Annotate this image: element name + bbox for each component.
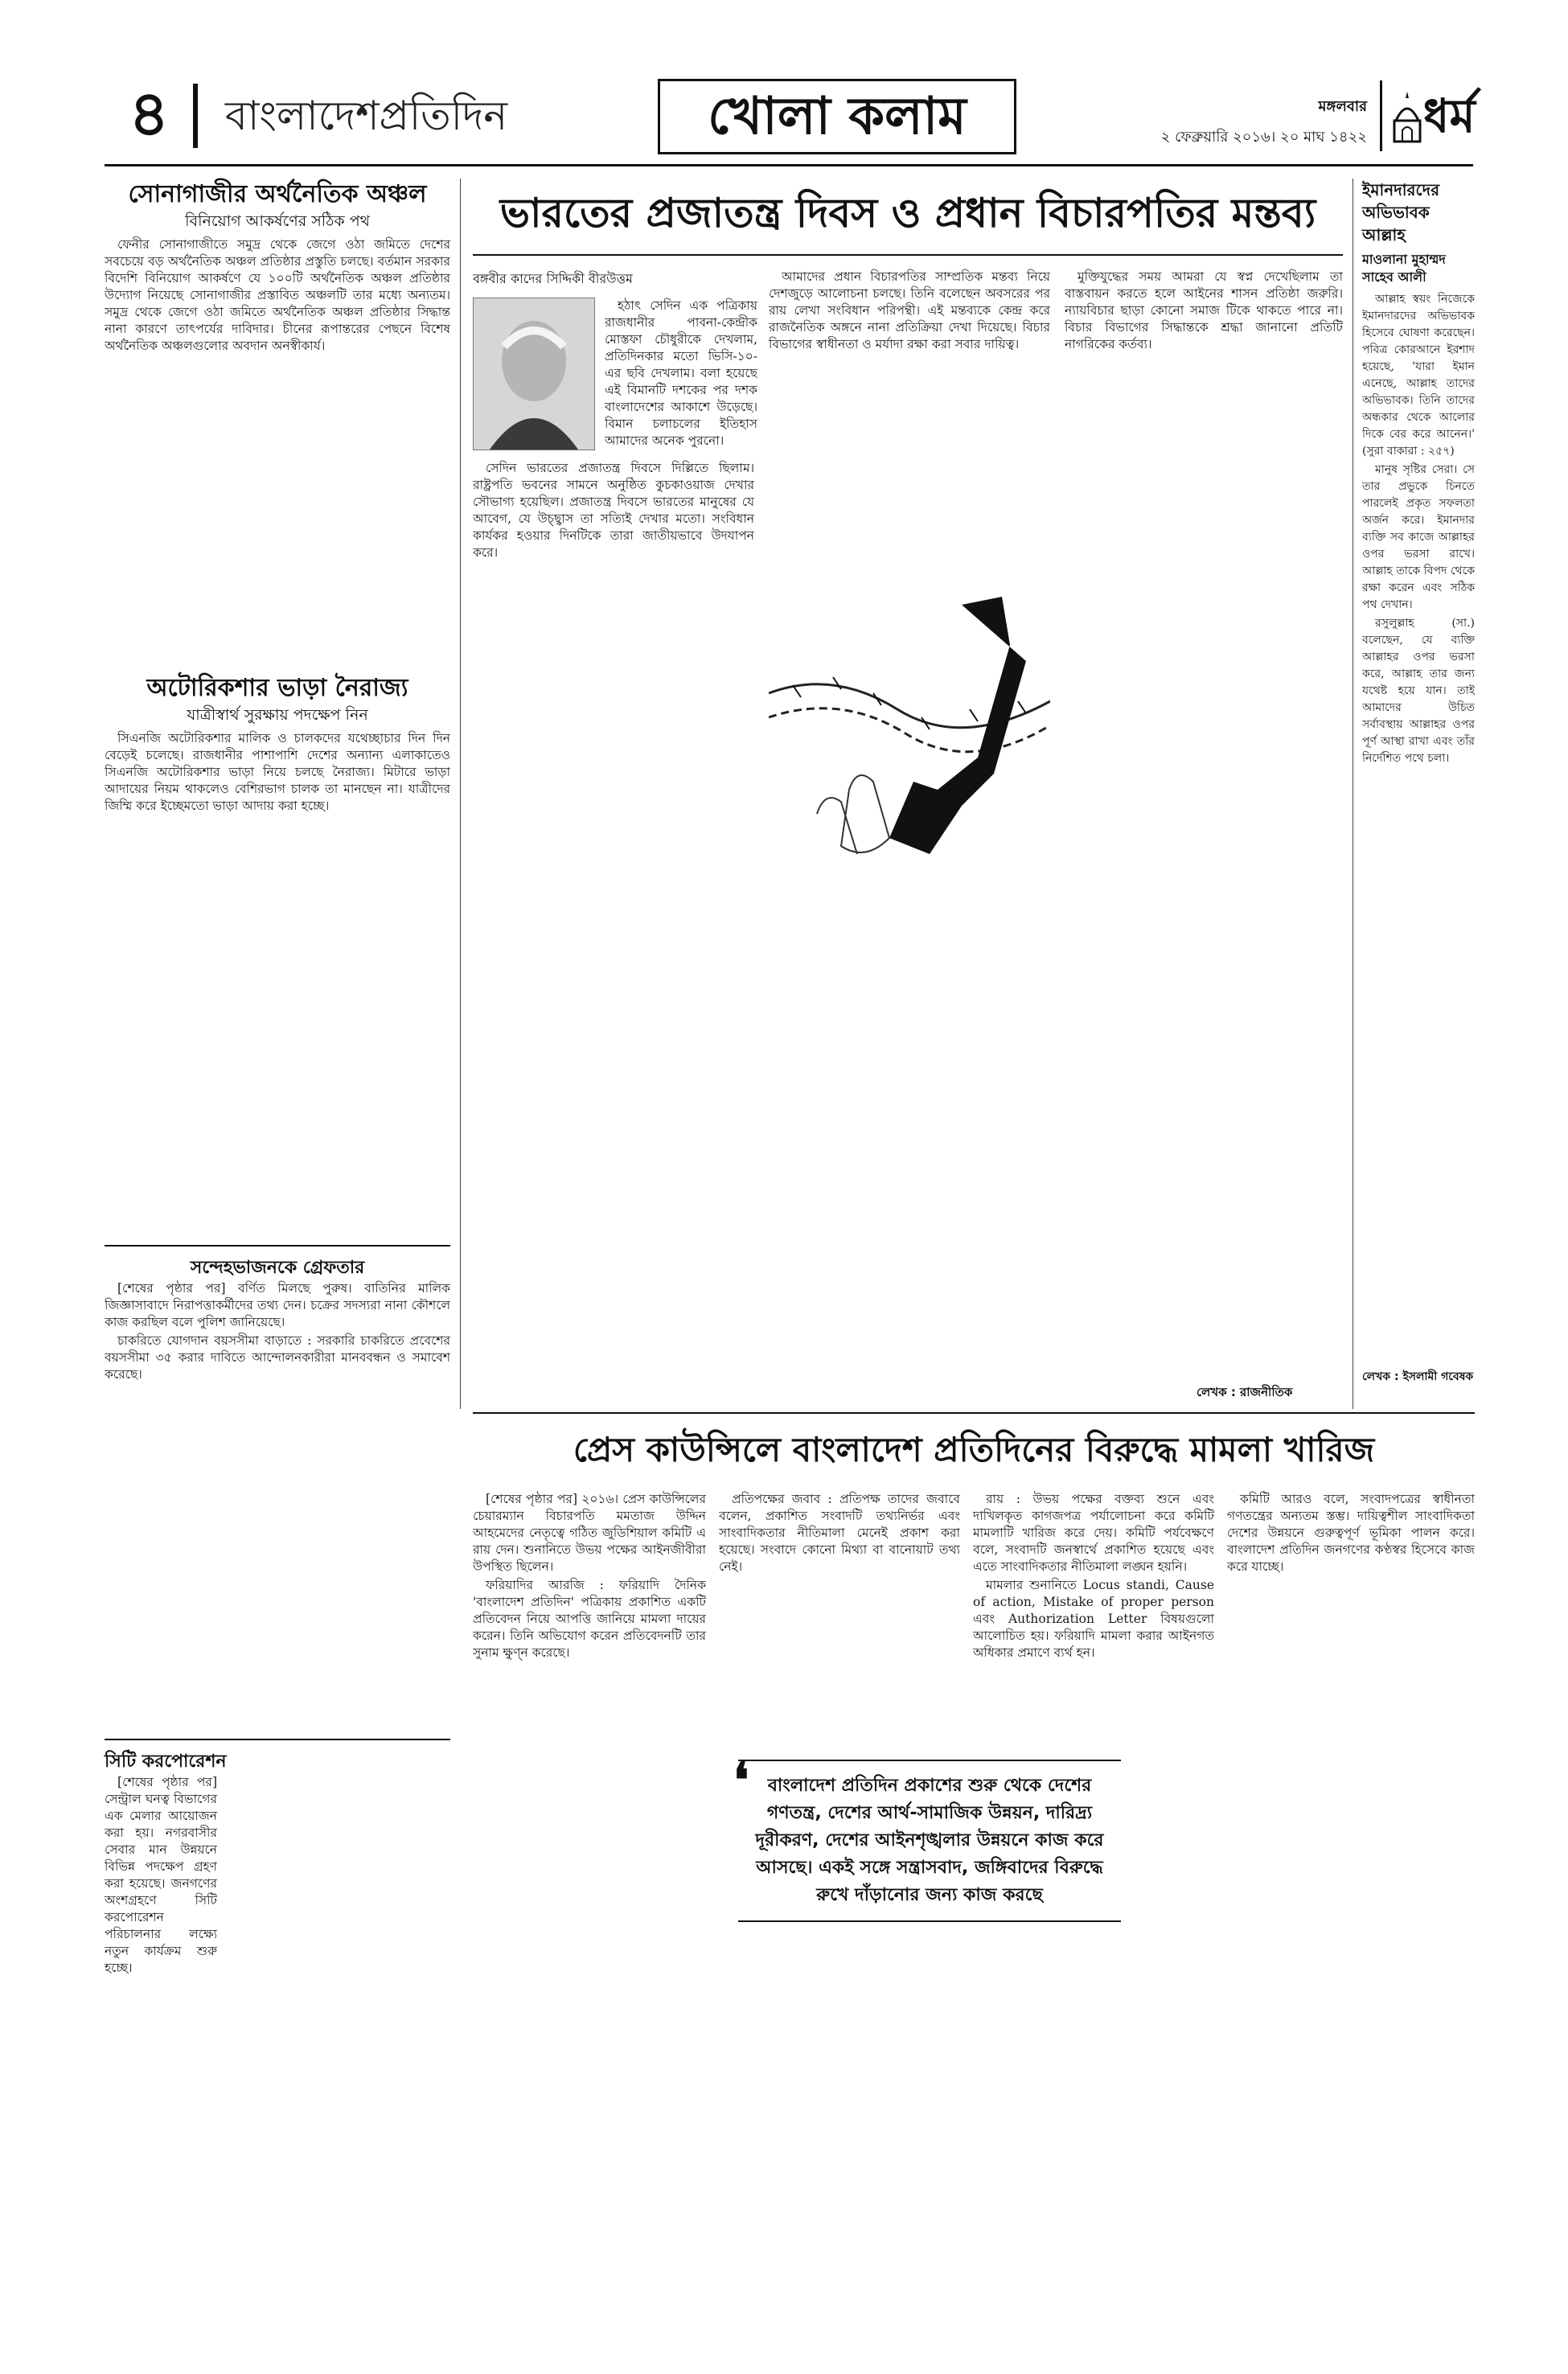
page-number: ৪ xyxy=(129,78,170,150)
bottom-article xyxy=(473,1422,1475,2290)
section-logo: ধর্ম xyxy=(1423,88,1476,143)
byline: বঙ্গবীর কাদের সিদ্দিকী বীরউত্তম xyxy=(473,271,633,286)
paragraph: [শেষের পৃষ্ঠার পর] সেন্ট্রাল ঘনত্ব বিভাগের এক মেলার আয়োজন করা হয়। নগরবাসীর সেবার মান উন্নয়নে বিভিন্ন পদক্ষেপ গ্রহণ করা হয়েছে। জনগণের অংশগ্রহণে সিটি করপোরেশন পরিচালনার লক্ষ্যে নতুন কার্যক্রম শুরু হচ্ছে। xyxy=(105,1775,217,1975)
paragraph: আল্লাহ স্বয়ং নিজেকে ইমানদারদের অভিভাবক হিসেবে ঘোষণা করেছেন। পবিত্র কোরআনে ইরশাদ হয়েছে, 'যারা ইমান এনেছে, আল্লাহ তাদের অভিভাবক। তিনি তাদের অন্ধকার থেকে আলোর দিকে বের করে আনেন।' (সুরা বাকারা : ২৫৭) xyxy=(1362,293,1475,458)
article-title: সিটি করপোরেশন xyxy=(105,1751,227,1772)
pull-quote xyxy=(733,1752,1121,1922)
paragraph: মানুষ সৃষ্টির সেরা। সে তার প্রভুকে চিনতে পারলেই প্রকৃত সফলতা অর্জন করে। ইমানদার ব্যক্তি সব কাজে আল্লাহর ওপর ভরসা রাখে। আল্লাহ তাকে বিপদ থেকে রক্ষা করেন এবং সঠিক পথ দেখান। xyxy=(1362,463,1475,611)
paragraph: ফরিয়াদির আরজি : ফরিয়াদি দৈনিক 'বাংলাদেশ প্রতিদিন' পত্রিকায় প্রকাশিত একটি প্রতিবেদন নিয়ে আপত্তি জানিয়ে মামলা দায়ের করেন। তিনি অভিযোগ করেন প্রতিবেদনটি তার সুনাম ক্ষুণ্ন করেছে। xyxy=(473,1578,706,1660)
main-article xyxy=(473,179,1343,1409)
paragraph: [শেষের পৃষ্ঠার পর] বর্ণিত মিলছে পুরুষ। বাতিনির মালিক জিজ্ঞাসাবাদে নিরাপত্তাকর্মীদের তথ্য দেন। চক্রের সদস্যরা নানা কৌশলে কাজ করছিল বলে পুলিশ জানিয়েছে। xyxy=(105,1281,450,1329)
author-note: লেখক : রাজনীতিক xyxy=(1197,1385,1293,1399)
right-body xyxy=(1362,291,1475,1361)
paragraph: হঠাৎ সেদিন এক পত্রিকায় রাজধানীর পাবনা-কেন্দ্রীক মোস্তফা চৌধুরীকে দেখলাম, প্রতিদিনকার মতো ভিসি-১০-এর ছবি দেখলাম। বলা হয়েছে এই বিমানটি দশকের পর দশক বাংলাদেশের আকাশে উড়েছে। বিমান চলাচলের ইতিহাস আমাদের অনেক পুরনো। xyxy=(605,298,757,448)
pull-quote-text: বাংলাদেশ প্রতিদিন প্রকাশের শুরু থেকে দেশের গণতন্ত্র, দেশের আর্থ-সামাজিক উন্নয়ন, দারিদ্র্য দূরীকরণ, দেশের আইনশৃঙ্খলার উন্নয়নে কাজ করে আসছে। একই সঙ্গে সন্ত্রাসবাদ, জঙ্গিবাদের বিরুদ্ধে রুখে দাঁড়ানোর জন্য কাজ করছে xyxy=(755,1776,1104,1905)
article-title: অটোরিকশার ভাড়া নৈরাজ্য xyxy=(146,674,408,702)
paragraph: আমাদের প্রধান বিচারপতির সাম্প্রতিক মন্তব্য নিয়ে দেশজুড়ে আলোচনা চলছে। তিনি বলেছেন অবসরের পর রায় লেখা সংবিধান পরিপন্থী। এই মন্তব্যকে কেন্দ্র করে রাজনৈতিক অঙ্গনে নানা প্রতিক্রিয়া দেখা দিয়েছে। বিচার বিভাগের স্বাধীনতা ও মর্যাদা রক্ষা করা সবার দায়িত্ব। xyxy=(769,269,1050,351)
main-article-col2 xyxy=(473,460,754,1393)
paragraph: মামলার শুনানিতে Locus standi, Cause of action, Mistake of proper person এবং Authorization Letter বিষয়গুলো আলোচিত হয়। ফরিয়াদি মামলা করার আইনগত অধিকার প্রমাণে ব্যর্থ হন। xyxy=(973,1578,1214,1660)
quote-mark-icon: ❛ xyxy=(733,1752,749,1809)
paragraph: [শেষের পৃষ্ঠার পর] ২০১৬। প্রেস কাউন্সিলের চেয়ারম্যান বিচারপতি মমতাজ উদ্দিন আহমেদের নেতৃত্বে গঠিত জুডিশিয়াল কমিটি এ রায় দেন। শুনানিতে উভয় পক্ষের আইনজীবীরা উপস্থিত ছিলেন। xyxy=(473,1492,706,1574)
paragraph: প্রতিপক্ষের জবাব : প্রতিপক্ষ তাদের জবাবে বলেন, প্রকাশিত সংবাদটি তথ্যনির্ভর এবং সাংবাদিকতার নীতিমালা মেনেই প্রকাশ করা হয়েছে। সংবাদে কোনো মিথ্যা বা বানোয়াট তথ্য নেই। xyxy=(719,1492,960,1574)
right-column xyxy=(1362,179,1475,1409)
left-column xyxy=(105,179,450,2286)
author-note: লেখক : ইসলামী গবেষক xyxy=(1362,1370,1474,1383)
paragraph: ফেনীর সোনাগাজীতে সমুদ্র থেকে জেগে ওঠা জমিতে দেশের সবচেয়ে বড় অর্থনৈতিক অঞ্চল প্রতিষ্ঠার প্রস্তুতি চলছে। বর্তমান সরকার বিদেশি বিনিয়োগ আকর্ষণে যে ১০০টি অর্থনৈতিক অঞ্চল প্রতিষ্ঠার উদ্যোগ নিয়েছে সোনাগাজীর প্রস্তাবিত অঞ্চলটি তার মধ্যে অন্যতম। সমুদ্র থেকে জেগে ওঠা জমিতে অর্থনৈতিক অঞ্চল প্রতিষ্ঠার সিদ্ধান্ত নানা কারণে তাৎপর্যের দাবিদার। চীনের রূপান্তরের পেছনে বিশেষ অর্থনৈতিক অঞ্চলগুলোর অবদান অনস্বীকার্য। xyxy=(105,237,450,353)
author-photo xyxy=(473,298,595,450)
date-label: ২ ফেব্রুয়ারি ২০১৬। ২০ মাঘ ১৪২২ xyxy=(1160,129,1367,146)
article-title: সোনাগাজীর অর্থনৈতিক অঞ্চল xyxy=(128,180,427,208)
paragraph: রায় : উভয় পক্ষের বক্তব্য শুনে এবং দাখিলকৃত কাগজপত্র পর্যালোচনা করে কমিটি মামলাটি খারিজ করে দেয়। কমিটি পর্যবেক্ষণে বলে, সংবাদটি জনস্বার্থে প্রকাশিত হয়েছে এবং এতে সাংবাদিকতার নীতিমালা লঙ্ঘন হয়নি। xyxy=(973,1492,1214,1574)
section-title: খোলা কলাম xyxy=(708,87,967,146)
main-article-col4 xyxy=(1065,269,1343,1362)
main-headline: ভারতের প্রজাতন্ত্র দিবস ও প্রধান বিচারপতির মন্তব্য xyxy=(473,179,1343,256)
article-body xyxy=(105,236,450,655)
paragraph: কমিটি আরও বলে, সংবাদপত্রের স্বাধীনতা গণতন্ত্রের অন্যতম স্তম্ভ। দায়িত্বশীল সাংবাদিকতা দেশের উন্নয়নে গুরুত্বপূর্ণ ভূমিকা পালন করে। বাংলাদেশ প্রতিদিন জনগণের কণ্ঠস্বর হিসেবে কাজ করে যাচ্ছে। xyxy=(1227,1492,1475,1574)
right-title-line1: ইমানদারদের xyxy=(1362,180,1440,199)
masthead xyxy=(105,72,1476,162)
paragraph: সেদিন ভারতের প্রজাতন্ত্র দিবসে দিল্লিতে ছিলাম। রাষ্ট্রপতি ভবনের সামনে অনুষ্ঠিত কুচকাওয়াজ দেখার সৌভাগ্য হয়েছিল। প্রজাতন্ত্র দিবসে ভারতের মানুষের যে আবেগ, যে উচ্ছ্বাস তা সত্যিই দেখার মতো। সংবিধান কার্যকর হওয়ার দিনটিকে তারা জাতীয়ভাবে উদযাপন করে। xyxy=(473,461,754,560)
article-title: সন্দেহভাজনকে গ্রেফতার xyxy=(190,1257,365,1278)
article-body xyxy=(105,730,450,1237)
bottom-col1 xyxy=(473,1491,706,2287)
article-body xyxy=(105,1774,217,1977)
day-label: মঙ্গলবার xyxy=(1318,98,1367,115)
paper-name: বাংলাদেশপ্রতিদিন xyxy=(225,92,508,139)
right-title-line2: অভিভাবক আল্লাহ xyxy=(1362,203,1430,244)
illustration xyxy=(769,597,1050,918)
article-subtitle: যাত্রীস্বার্থ সুরক্ষায় পদক্ষেপ নিন xyxy=(187,706,368,724)
right-byline: মাওলানা মুহাম্মদ সাহেব আলী xyxy=(1362,252,1446,285)
paragraph: রসুলুল্লাহ (সা.) বলেছেন, যে ব্যক্তি আল্লাহর ওপর ভরসা করে, আল্লাহ তার জন্য যথেষ্ট হয়ে যান। তাই আমাদের উচিত সর্বাবস্থায় আল্লাহর ওপর পূর্ণ আস্থা রাখা এবং তাঁর নির্দেশিত পথে চলা। xyxy=(1362,617,1475,765)
paragraph: মুক্তিযুদ্ধের সময় আমরা যে স্বপ্ন দেখেছিলাম তা বাস্তবায়ন করতে হলে আইনের শাসন প্রতিষ্ঠা জরুরি। ন্যায়বিচার ছাড়া কোনো সমাজ টিকে থাকতে পারে না। বিচার বিভাগের সিদ্ধান্তকে শ্রদ্ধা জানানো প্রতিটি নাগরিকের কর্তব্য। xyxy=(1065,269,1343,351)
mosque-icon xyxy=(1391,88,1423,145)
section-title-box xyxy=(658,79,1016,154)
article-body xyxy=(105,1280,450,1731)
paragraph: চাকরিতে যোগদান বয়সসীমা বাড়াতে : সরকারি চাকরিতে প্রবেশের বয়সসীমা ৩৫ করার দাবিতে আন্দোলনকারীরা মানববন্ধন ও সমাবেশ করেছে। xyxy=(105,1333,450,1382)
main-article-col3 xyxy=(769,269,1050,590)
bottom-col4 xyxy=(1227,1491,1475,2287)
article-subtitle: বিনিয়োগ আকর্ষণের সঠিক পথ xyxy=(185,212,370,230)
bottom-headline: প্রেস কাউন্সিলে বাংলাদেশ প্রতিদিনের বিরুদ্ধে মামলা খারিজ xyxy=(573,1430,1375,1469)
paragraph: সিএনজি অটোরিকশার মালিক ও চালকদের যথেচ্ছাচার দিন দিন বেড়েই চলেছে। রাজধানীর পাশাপাশি দেশের অন্যান্য এলাকাতেও সিএনজি অটোরিকশার ভাড়া নিয়ে চলছে নৈরাজ্য। মিটারে ভাড়া আদায়ের নিয়ম থাকলেও বেশিরভাগ চালক তা মানছেন না। যাত্রীদের জিম্মি করে ইচ্ছেমতো ভাড়া আদায় করা হচ্ছে। xyxy=(105,731,450,813)
